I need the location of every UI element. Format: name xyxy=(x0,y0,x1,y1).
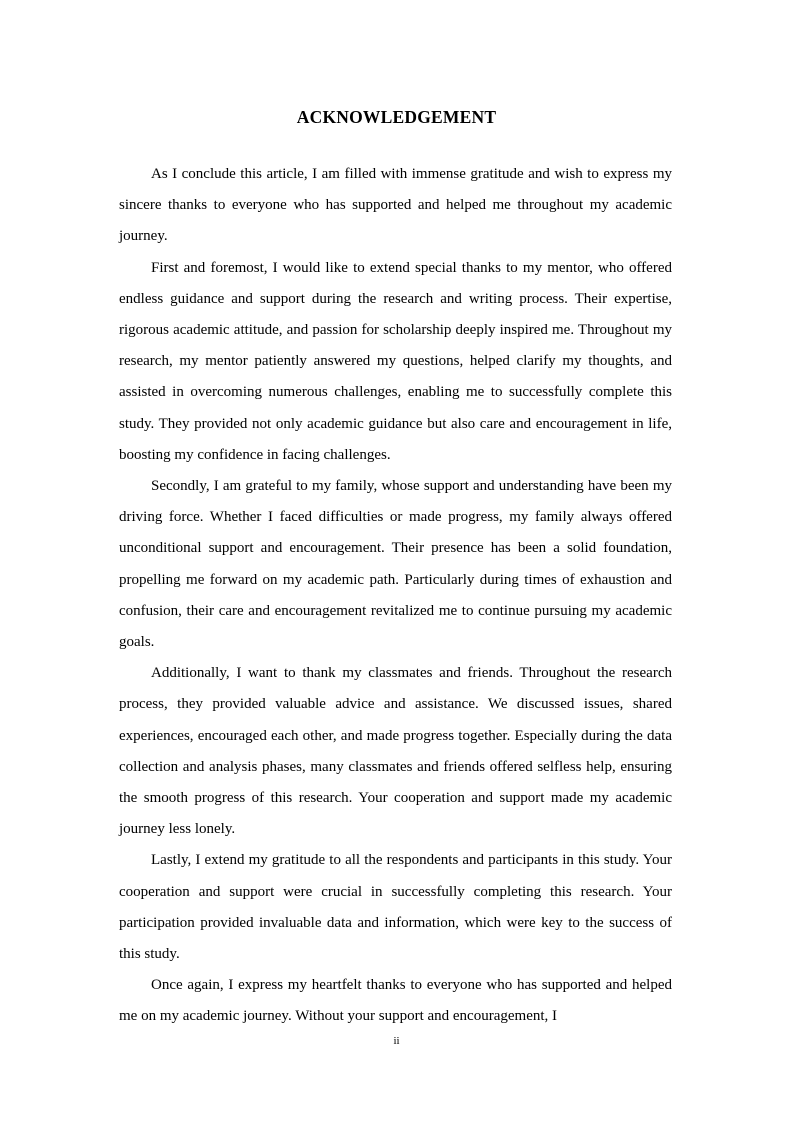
acknowledgement-body xyxy=(119,159,672,1033)
paragraph-intro: As I conclude this article, I am filled with immense gratitude and wish to express my sincere thanks to everyone who has supported and helped me throughout my academic journey. xyxy=(119,166,672,245)
paragraph-closing: Once again, I express my heartfelt thanks to everyone who has supported and helped me on my academic journey. Without your support and encouragement, I xyxy=(119,977,672,1025)
paragraph-mentor: First and foremost, I would like to extend special thanks to my mentor, who offered endless guidance and support during the research and writing process. Their expertise, rigorous academic attitude, and passion for scholarship deeply inspired me. Throughout my research, my mentor patiently answered my questions, helped clarify my thoughts, and assisted in overcoming numerous challenges, enabling me to successfully complete this study. They provided not only academic guidance but also care and encouragement in life, boosting my confidence in facing challenges. xyxy=(119,259,672,463)
page-title: ACKNOWLEDGEMENT xyxy=(296,107,497,127)
paragraph-respondents: Lastly, I extend my gratitude to all the respondents and participants in this study. Your cooperation and support were crucial in successfully completing this research. Your participation provided invaluable data and information, which were key to the success of this study. xyxy=(119,852,672,963)
paragraph-family: Secondly, I am grateful to my family, whose support and understanding have been my driving force. Whether I faced difficulties or made progress, my family always offered unconditional support and encouragement. Their presence has been a solid foundation, propelling me forward on my academic path. Particularly during times of exhaustion and confusion, their care and encouragement revitalized me to continue pursuing my academic goals. xyxy=(119,478,672,651)
page-number: ii xyxy=(393,1035,400,1047)
paragraph-classmates: Additionally, I want to thank my classmates and friends. Throughout the research process, they provided valuable advice and assistance. We discussed issues, shared experiences, encouraged each other, and made progress together. Especially during the data collection and analysis phases, many classmates and friends offered selfless help, ensuring the smooth progress of this research. Your cooperation and support made my academic journey less lonely. xyxy=(119,665,672,838)
